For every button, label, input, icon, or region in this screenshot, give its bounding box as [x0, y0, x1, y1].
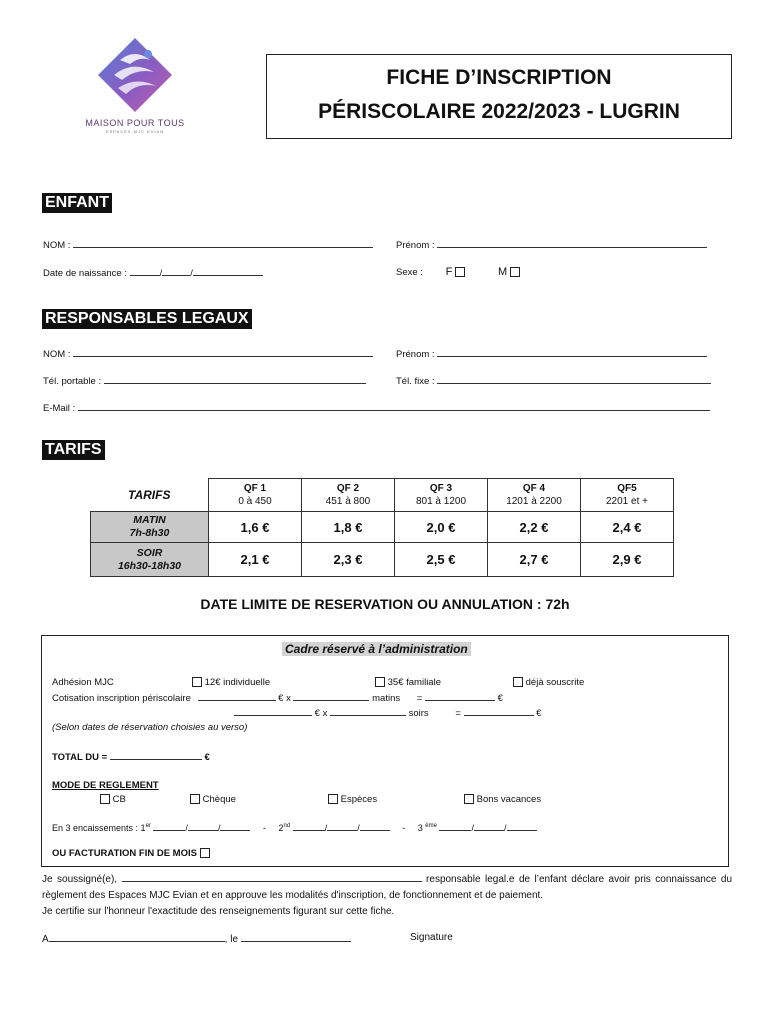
- price-cell: 2,7 €: [488, 543, 581, 577]
- enfant-prenom-field[interactable]: [396, 238, 707, 251]
- row-label-soir: SOIR 16h30-18h30: [91, 543, 209, 577]
- form-title-line1: FICHE D’INSCRIPTION: [386, 66, 612, 89]
- price-cell: 1,6 €: [209, 512, 302, 543]
- cb-checkbox[interactable]: [100, 794, 110, 804]
- date-line[interactable]: [241, 932, 351, 942]
- enfant-nom-label: NOM :: [43, 240, 71, 251]
- tarifs-table-label: TARIFS: [128, 487, 171, 502]
- individuelle-checkbox[interactable]: [192, 677, 202, 687]
- cotisation-line-matins[interactable]: Cotisation inscription périscolaire € x matins = €: [52, 693, 503, 704]
- adhesion-label: Adhésion MJC: [52, 677, 114, 688]
- lieu-line[interactable]: [49, 932, 225, 942]
- encaissements-field[interactable]: En 3 encaissements : 1er / / - 2nd / / - 3 $^{ème}$ / /: [52, 821, 537, 833]
- section-tarifs-heading: TARIFS: [42, 440, 105, 460]
- opt-cb[interactable]: CB: [97, 794, 126, 805]
- price-cell: 2,5 €: [395, 543, 488, 577]
- mode-reglement-heading: MODE DE REGLEMENT: [52, 780, 159, 791]
- logo-subtitle: ESPACES MJC EVIAN: [105, 129, 165, 134]
- tarifs-table: [90, 478, 674, 577]
- resp-fixe-field[interactable]: [396, 374, 711, 387]
- admin-title: Cadre réservé à l’administration: [282, 642, 471, 656]
- facturation-checkbox[interactable]: [200, 848, 210, 858]
- resp-fixe-label: Tél. fixe :: [396, 376, 435, 387]
- total-du-field[interactable]: TOTAL DU = €: [52, 752, 210, 763]
- resp-prenom-label: Prénom :: [396, 349, 435, 360]
- dob-day-line[interactable]: [130, 266, 160, 276]
- familiale-checkbox[interactable]: [375, 677, 385, 687]
- resp-portable-line[interactable]: [104, 374, 366, 384]
- tarifs-row-soir: [91, 543, 674, 577]
- price-cell: 1,8 €: [302, 512, 395, 543]
- especes-checkbox[interactable]: [328, 794, 338, 804]
- declaration-text: Je soussigné(e), responsable legal.e de l’enfant déclare avoir pris connaissance du règlement des Espaces MJC Evian et en approuve les modalités d'inscription, de fonctionnement et de paiement. Je certifie sur l'honneur l'exactitude des renseignements figurant sur cette fiche.: [42, 874, 733, 917]
- dob-year-line[interactable]: [193, 266, 263, 276]
- sexe-f-label: F: [445, 266, 453, 278]
- opt-familiale[interactable]: 35€ familiale: [372, 677, 441, 688]
- row-label-matin: MATIN 7h-8h30: [91, 512, 209, 543]
- price-cell: 2,1 €: [209, 543, 302, 577]
- resp-email-label: E-Mail :: [43, 403, 76, 414]
- resp-prenom-field[interactable]: [396, 347, 707, 360]
- admin-box: [41, 635, 729, 867]
- resp-fixe-line[interactable]: [437, 374, 711, 384]
- enfant-prenom-line[interactable]: [437, 238, 707, 248]
- price-cell: 2,3 €: [302, 543, 395, 577]
- dob-month-line[interactable]: [162, 266, 190, 276]
- cheque-checkbox[interactable]: [190, 794, 200, 804]
- sexe-label: Sexe :: [396, 267, 423, 278]
- resp-nom-label: NOM :: [43, 349, 71, 360]
- resp-prenom-line[interactable]: [437, 347, 707, 357]
- enfant-nom-line[interactable]: [73, 238, 373, 248]
- price-cell: 2,0 €: [395, 512, 488, 543]
- price-cell: 2,4 €: [581, 512, 674, 543]
- souscrite-checkbox[interactable]: [513, 677, 523, 687]
- tarifs-row-matin: [91, 512, 674, 543]
- opt-individuelle[interactable]: 12€ individuelle: [189, 677, 270, 688]
- facturation-option[interactable]: OU FACTURATION FIN DE MOIS: [52, 848, 210, 859]
- section-responsables-heading: RESPONSABLES LEGAUX: [42, 309, 252, 329]
- enfant-sexe-field: [396, 266, 520, 278]
- sexe-m-label: M: [497, 266, 508, 278]
- soussigne-line[interactable]: [122, 872, 422, 882]
- opt-cheque[interactable]: Chèque: [187, 794, 236, 805]
- qf-header-1: QF 1 0 à 450: [209, 479, 302, 512]
- resp-nom-field[interactable]: [43, 347, 373, 360]
- opt-bons-vacances[interactable]: Bons vacances: [461, 794, 541, 805]
- tarifs-header-row: [91, 479, 674, 512]
- signature-label: Signature: [410, 932, 453, 943]
- logo-mark-icon: [70, 30, 200, 120]
- bons-checkbox[interactable]: [464, 794, 474, 804]
- qf-header-4: QF 4 1201 à 2200: [488, 479, 581, 512]
- resp-portable-label: Tél. portable :: [43, 376, 102, 387]
- enfant-nom-field[interactable]: [43, 238, 373, 251]
- qf-header-5: QF5 2201 et +: [581, 479, 674, 512]
- price-cell: 2,2 €: [488, 512, 581, 543]
- resp-email-line[interactable]: [78, 401, 710, 411]
- enfant-dob-label: Date de naissance :: [43, 268, 127, 279]
- section-enfant-heading: ENFANT: [42, 193, 112, 213]
- enfant-dob-field[interactable]: Date de naissance : / /: [43, 266, 263, 279]
- logo-text: MAISON POUR TOUS: [85, 118, 185, 128]
- price-cell: 2,9 €: [581, 543, 674, 577]
- opt-especes[interactable]: Espèces: [325, 794, 377, 805]
- sexe-f-checkbox[interactable]: [455, 267, 465, 277]
- selon-note: (Selon dates de réservation choisies au verso): [52, 722, 248, 733]
- lieu-date-field[interactable]: A , le: [42, 932, 351, 945]
- reservation-deadline: DATE LIMITE DE RESERVATION OU ANNULATION : 72h: [200, 596, 570, 612]
- opt-souscrite[interactable]: déjà souscrite: [510, 677, 584, 688]
- cotisation-line-soirs[interactable]: € x soirs = €: [234, 706, 541, 719]
- enfant-prenom-label: Prénom :: [396, 240, 435, 251]
- sexe-m-checkbox[interactable]: [510, 267, 520, 277]
- logo: [70, 30, 200, 140]
- qf-header-3: QF 3 801 à 1200: [395, 479, 488, 512]
- form-title-line2: PÉRISCOLAIRE 2022/2023 - LUGRIN: [318, 100, 680, 123]
- qf-header-2: QF 2 451 à 800: [302, 479, 395, 512]
- resp-portable-field[interactable]: [43, 374, 366, 387]
- resp-nom-line[interactable]: [73, 347, 373, 357]
- resp-email-field[interactable]: [43, 401, 710, 414]
- form-title-box: [266, 54, 732, 139]
